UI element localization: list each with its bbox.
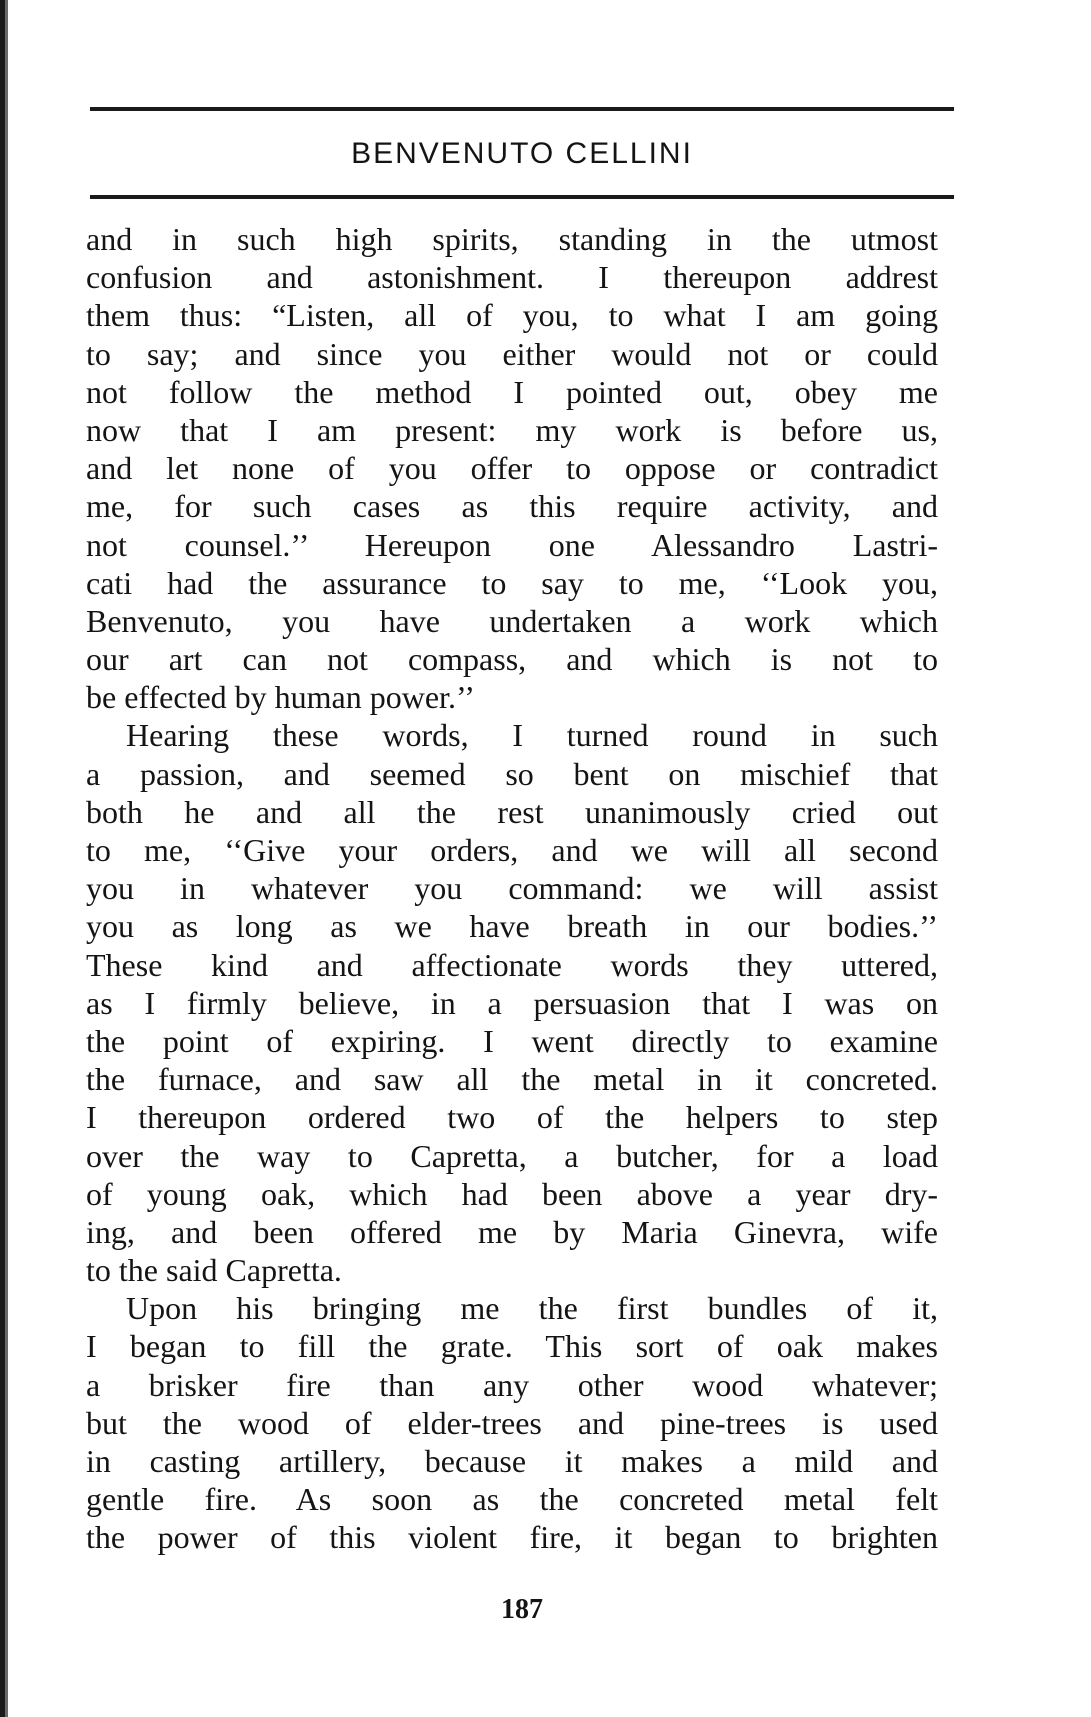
text-line: now that I am present: my work is before us, xyxy=(86,411,938,448)
text-line: of young oak, which had been above a year dry- xyxy=(86,1175,938,1212)
text-line: you in whatever you command: we will assist xyxy=(86,870,938,907)
text-line: and let none of you offer to oppose or contradict xyxy=(86,450,938,487)
text-line: a passion, and seemed so bent on mischief that xyxy=(86,755,938,792)
header-rule-top xyxy=(90,107,954,111)
text-line: gentle fire. As soon as the concreted metal felt xyxy=(86,1481,938,1518)
text-line: These kind and affectionate words they uttered, xyxy=(86,946,938,983)
text-line: Benvenuto, you have undertaken a work which xyxy=(86,602,938,639)
text-line: confusion and astonishment. I thereupon addrest xyxy=(86,259,938,296)
text-line: as I firmly believe, in a persuasion that I was on xyxy=(86,984,938,1021)
text-line: me, for such cases as this require activity, and xyxy=(86,488,938,525)
text-line: a brisker fire than any other wood whatever; xyxy=(86,1366,938,1403)
text-line: cati had the assurance to say to me, ‘‘Look you, xyxy=(86,564,938,601)
text-line: not follow the method I pointed out, obey me xyxy=(86,373,938,410)
text-line: not counsel.’’ Hereupon one Alessandro Lastri- xyxy=(86,526,938,563)
text-line: our art can not compass, and which is not to xyxy=(86,641,938,678)
text-line: the furnace, and saw all the metal in it concreted. xyxy=(86,1061,938,1098)
text-line: and in such high spirits, standing in the utmost xyxy=(86,221,938,257)
text-line: in casting artillery, because it makes a mild and xyxy=(86,1443,938,1479)
header-rule-bottom xyxy=(90,195,954,199)
running-head: BENVENUTO CELLINI xyxy=(351,137,693,170)
text-line: Hearing these words, I turned round in such xyxy=(126,717,938,754)
text-line: I began to fill the grate. This sort of oak makes xyxy=(86,1328,938,1365)
text-line: to the said Capretta. xyxy=(86,1252,342,1289)
text-line: you as long as we have breath in our bodies.’’ xyxy=(86,908,938,945)
text-line: the point of expiring. I went directly to examine xyxy=(86,1022,938,1059)
text-line: Upon his bringing me the first bundles of it, xyxy=(126,1290,938,1327)
text-line: be effected by human power.’’ xyxy=(86,679,475,716)
text-line: the power of this violent fire, it began to brighten xyxy=(86,1519,938,1556)
text-line: over the way to Capretta, a butcher, for a load xyxy=(86,1137,938,1174)
text-line: I thereupon ordered two of the helpers to step xyxy=(86,1099,938,1136)
text-line: to say; and since you either would not or could xyxy=(86,335,938,372)
text-line: them thus: “Listen, all of you, to what I am going xyxy=(86,297,938,334)
text-line: both he and all the rest unanimously cried out xyxy=(86,793,938,830)
body-text xyxy=(86,220,938,1557)
text-line: ing, and been offered me by Maria Ginevra, wife xyxy=(86,1213,938,1250)
text-line: to me, ‘‘Give your orders, and we will all second xyxy=(86,832,938,868)
text-line: but the wood of elder-trees and pine-trees is used xyxy=(86,1404,938,1441)
page-binding-shadow xyxy=(5,0,8,1717)
page-number: 187 xyxy=(501,1594,543,1625)
